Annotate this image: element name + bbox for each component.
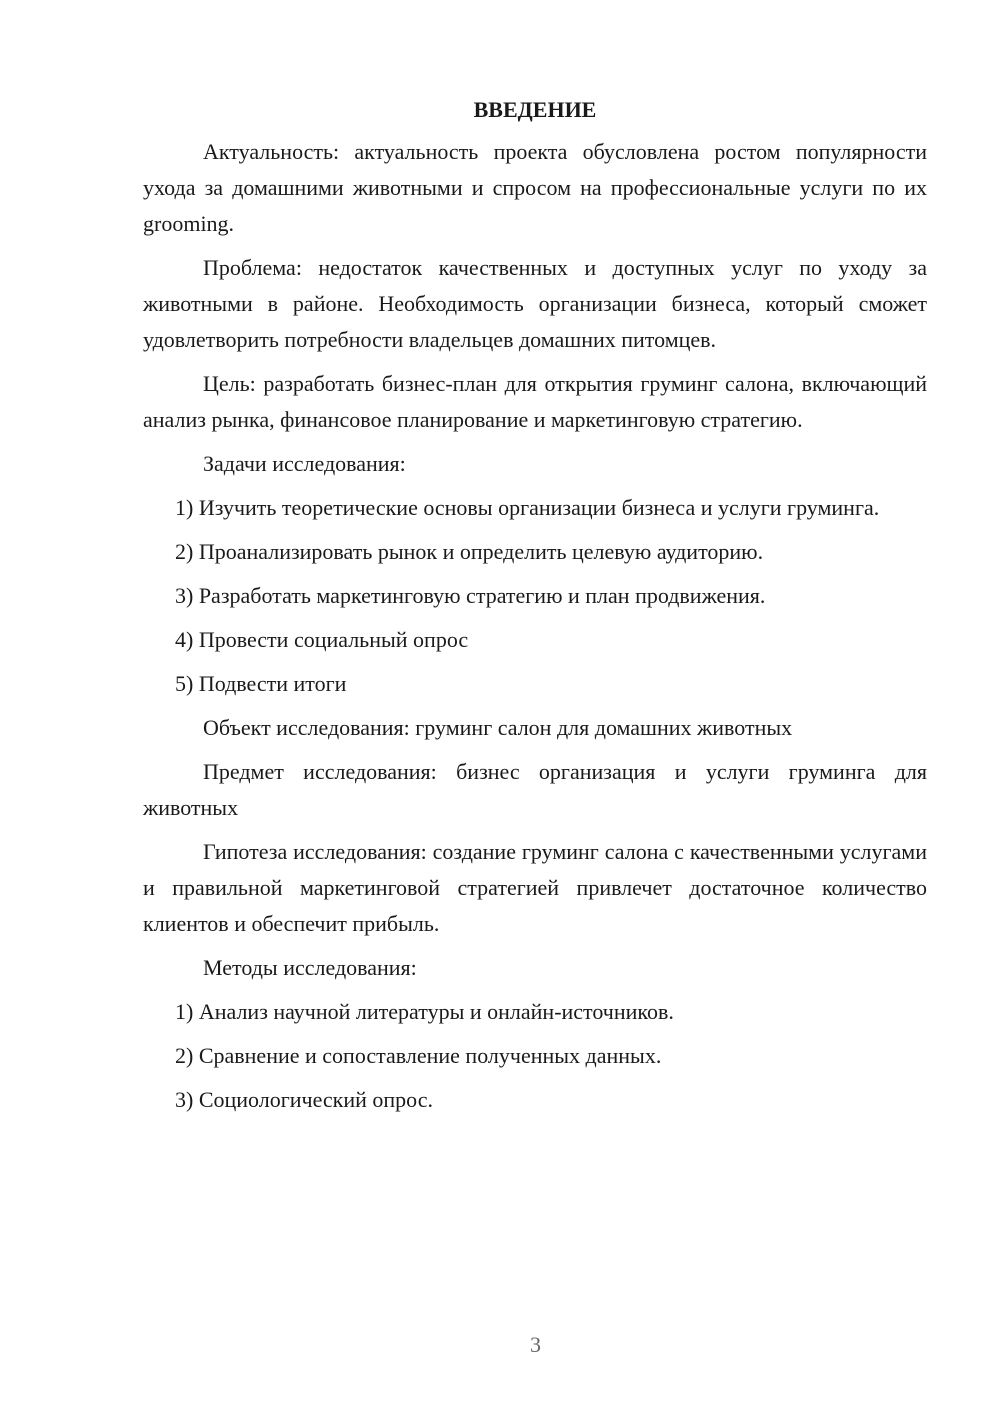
task-item-1: 1) Изучить теоретические основы организации бизнеса и услуги груминга. (175, 495, 880, 520)
paragraph-hypothesis: Гипотеза исследования: создание груминг салона с качественными услугами и правильной маркетинговой стратегией привлечет достаточное количество клиентов и обеспечит прибыль. (143, 839, 927, 936)
document-page (143, 92, 927, 1126)
paragraph-subject: Предмет исследования: бизнес организация и услуги груминга для животных (143, 759, 927, 820)
paragraph-goal: Цель: разработать бизнес-план для открытия груминг салона, включающий анализ рынка, финансовое планирование и маркетинговую стратегию. (143, 371, 927, 432)
task-item-4: 4) Провести социальный опрос (175, 627, 469, 652)
method-item-3: 3) Социологический опрос. (175, 1087, 433, 1112)
page-title: ВВЕДЕНИЕ (473, 97, 597, 122)
method-item-1: 1) Анализ научной литературы и онлайн-источников. (175, 999, 674, 1024)
page-number: 3 (530, 1332, 541, 1357)
task-item-2: 2) Проанализировать рынок и определить целевую аудиторию. (175, 539, 764, 564)
paragraph-tasks-heading: Задачи исследования: (203, 451, 406, 476)
paragraph-methods-heading: Методы исследования: (203, 955, 417, 980)
paragraph-problem: Проблема: недостаток качественных и доступных услуг по уходу за животными в районе. Необходимость организации бизнеса, который сможет удовлетворить потребности владельцев домашних питомцев. (143, 255, 927, 352)
method-item-2: 2) Сравнение и сопоставление полученных данных. (175, 1043, 662, 1068)
paragraph-relevance: Актуальность: актуальность проекта обусловлена ростом популярности ухода за домашними животными и спросом на профессиональные услуги по их grooming. (143, 139, 927, 236)
task-item-3: 3) Разработать маркетинговую стратегию и план продвижения. (175, 583, 766, 608)
task-item-5: 5) Подвести итоги (175, 671, 347, 696)
paragraph-object: Объект исследования: груминг салон для домашних животных (203, 715, 793, 740)
